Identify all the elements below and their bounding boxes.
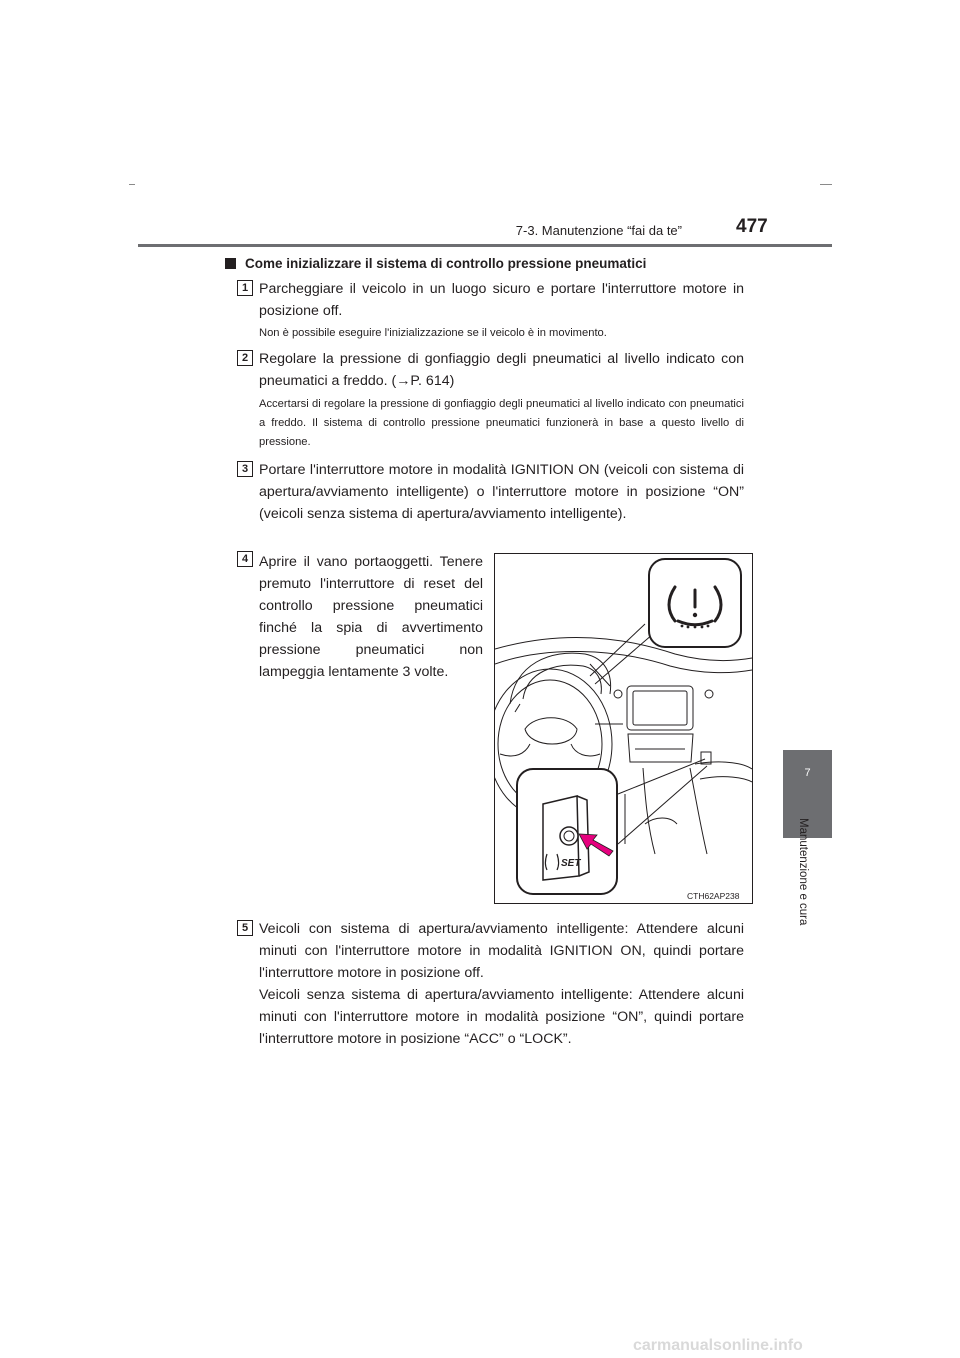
watermark: carmanualsonline.info: [633, 1337, 803, 1354]
crop-mark: [129, 184, 135, 185]
chapter-title-vertical: [794, 818, 814, 938]
step-number-1: 1: [237, 280, 253, 296]
set-label: SET: [561, 858, 581, 869]
section-heading: [225, 256, 646, 271]
header-rule: [138, 244, 832, 247]
step-5-text-2: Veicoli senza sistema di apertura/avviamento intelligente: Attendere alcuni minuti con l'interruttore motore in modalità posizione “ON”, quindi portare l'interruttore motore in posizione “ACC” o “LOCK”.: [259, 987, 744, 1047]
section-title: 7-3. Manutenzione “fai da te”: [515, 223, 682, 238]
dashboard-illustration: [494, 553, 753, 904]
step-2-text: Regolare la pressione di gonfiaggio degli pneumatici al livello indicato con pneumatici a freddo. (→P. 614): [259, 351, 744, 389]
step-5-text: Veicoli con sistema di apertura/avviamento intelligente: Attendere alcuni minuti con l'interruttore motore in modalità IGNITION ON, quindi portare l'interruttore motore in posizione off.: [259, 921, 744, 981]
step-1-text: Parcheggiare il veicolo in un luogo sicuro e portare l'interruttore motore in posizione off.: [259, 281, 744, 319]
step-4-text: Aprire il vano portaoggetti. Tenere premuto l'interruttore di reset del controllo pressione pneumatici finché la spia di avvertimento pressione pneumatici non lampeggia lentamente 3 volte.: [259, 554, 483, 680]
step-number-4: 4: [237, 551, 253, 567]
step-3-text: Portare l'interruttore motore in modalità IGNITION ON (veicoli con sistema di apertura/avviamento intelligente) o l'interruttore motore in posizione “ON” (veicoli senza sistema di apertura/avviamento intelligente).: [259, 462, 744, 522]
step-2-note: Accertarsi di regolare la pressione di gonfiaggio degli pneumatici al livello indicato con pneumatici a freddo. Il sistema di controllo pressione pneumatici funzionerà in base a questo livello di pressione.: [259, 398, 744, 448]
chapter-number: 7: [804, 767, 811, 779]
step-number-2: 2: [237, 350, 253, 366]
heading-text: Come inizializzare il sistema di controllo pressione pneumatici: [245, 256, 647, 271]
dashboard-drawing: [495, 554, 752, 903]
figure-code: CTH62AP238: [687, 891, 740, 901]
step-1-note: Non è possibile eseguire l'inizializzazione se il veicolo è in movimento.: [259, 327, 607, 339]
step-number-3: 3: [237, 461, 253, 477]
square-bullet-icon: [225, 258, 236, 269]
crop-mark: [820, 184, 832, 185]
chapter-title: Manutenzione e cura: [797, 818, 809, 926]
page-number: 477: [736, 216, 768, 237]
step-number-5: 5: [237, 920, 253, 936]
